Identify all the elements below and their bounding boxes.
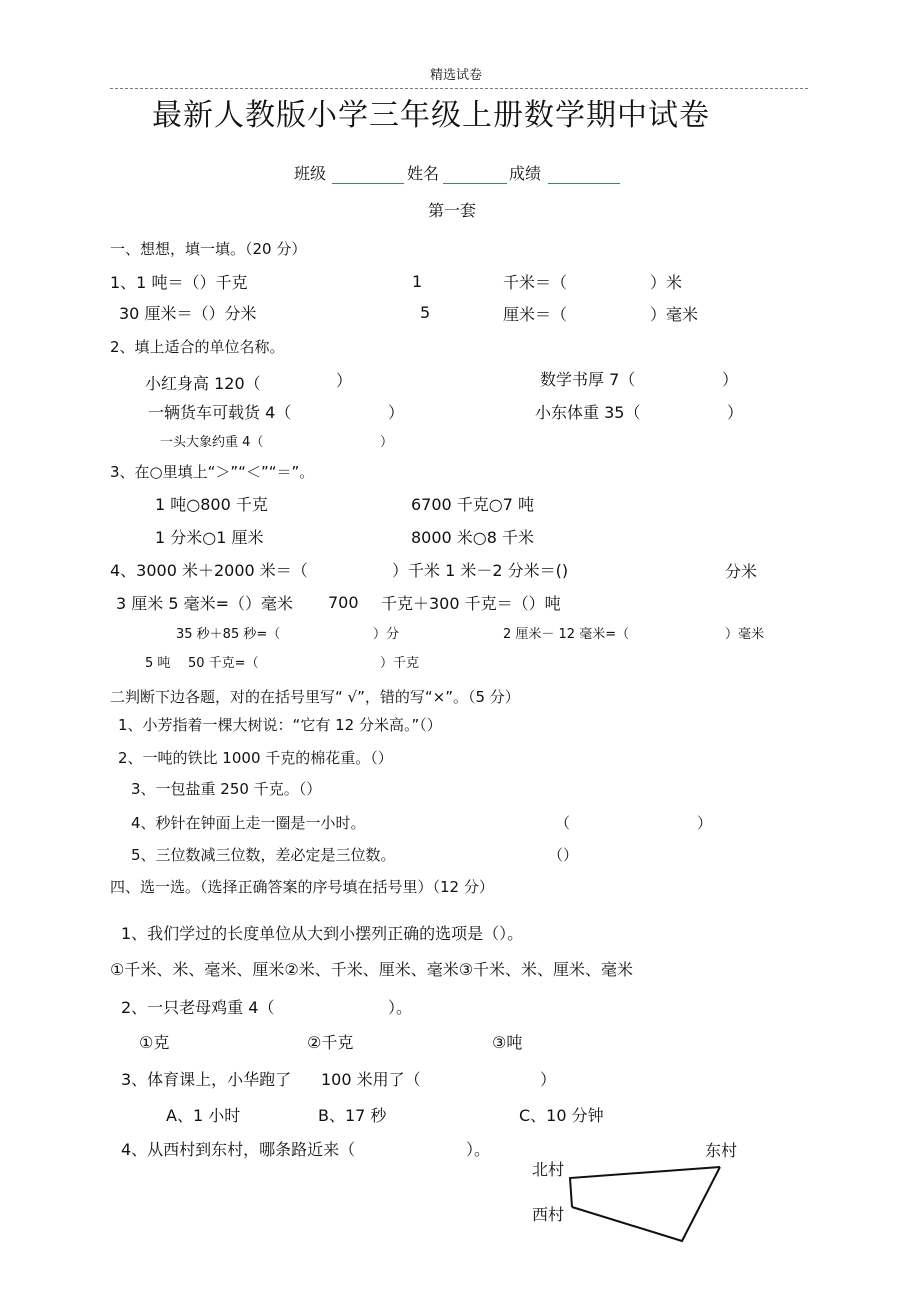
header-rule bbox=[110, 88, 808, 89]
west-village-label: 西村 bbox=[532, 1205, 565, 1224]
q3-a: 1 吨○800 千克 bbox=[155, 495, 268, 514]
choice-q1-prompt: 1、我们学过的长度单位从大到小摆列正确的选项是（）。 bbox=[121, 924, 524, 943]
section4-heading: 四、选一选。（选择正确答案的序号填在括号里）（12 分） bbox=[110, 878, 494, 896]
choice-q3-option-a: A、1 小时 bbox=[166, 1106, 241, 1125]
q2-b-close: ） bbox=[722, 370, 739, 389]
q1-d-num: 5 bbox=[420, 303, 431, 322]
judge-item-5: 5、三位数减三位数，差必定是三位数。 bbox=[131, 846, 396, 864]
q2-e-close: ） bbox=[380, 435, 394, 450]
q2-prompt: 2、填上适合的单位名称。 bbox=[110, 338, 285, 356]
choice-q3-option-c: C、10 分钟 bbox=[519, 1106, 604, 1125]
choice-q2-option-2: ②千克 bbox=[307, 1033, 354, 1052]
judge-item-2: 2、一吨的铁比 1000 千克的棉花重。（） bbox=[118, 749, 393, 767]
q4-e-close: ）毫米 bbox=[725, 627, 765, 642]
q2-d: 小东体重 35（ bbox=[535, 403, 641, 422]
judge-item-5-paren: （） bbox=[548, 846, 579, 864]
class-label: 班级 bbox=[294, 164, 327, 183]
q3-d: 8000 米○8 千米 bbox=[411, 528, 535, 547]
north-village-label: 北村 bbox=[532, 1160, 565, 1179]
direct-route bbox=[572, 1167, 720, 1241]
name-label: 姓名 bbox=[407, 164, 440, 183]
running-header: 精选试卷 bbox=[430, 68, 483, 83]
class-blank[interactable] bbox=[332, 183, 404, 184]
q4-f-close: ）千克 bbox=[380, 656, 420, 671]
choice-q4-prompt: 4、从西村到东村，哪条路近来（ bbox=[121, 1140, 356, 1159]
q4-d-close: ）分 bbox=[373, 627, 400, 642]
judge-item-4: 4、秒针在钟面上走一圈是一小时。 bbox=[131, 814, 366, 832]
q1-a: 1、1 吨＝（）千克 bbox=[110, 273, 248, 292]
q1-b-unit: ）米 bbox=[650, 273, 683, 292]
q4-b: 3 厘米 5 毫米=（）毫米 bbox=[116, 594, 294, 613]
q3-b: 6700 千克○7 吨 bbox=[411, 495, 535, 514]
q4-a-close: ）千米 1 米－2 分米＝() bbox=[392, 561, 569, 580]
q4-a: 4、3000 米＋2000 米＝（ bbox=[110, 561, 308, 580]
choice-q2-prompt: 2、一只老母鸡重 4（ bbox=[121, 998, 275, 1017]
judge-item-3: 3、一包盐重 250 千克。（） bbox=[131, 780, 322, 798]
score-blank[interactable] bbox=[548, 183, 620, 184]
q2-e: 一头大象约重 4（ bbox=[160, 435, 264, 450]
q4-f-b: 50 千克=（ bbox=[188, 656, 259, 671]
q4-a-unit: 分米 bbox=[725, 562, 758, 581]
q1-b-text: 千米＝（ bbox=[503, 273, 568, 292]
judge-item-1: 1、小芳指着一棵大树说：“它有 12 分米高。”（） bbox=[118, 716, 442, 734]
q2-b: 数学书厚 7（ bbox=[540, 370, 636, 389]
section2-heading: 二判断下边各题，对的在括号里写“ √”，错的写“×”。（5 分） bbox=[110, 688, 520, 706]
judge-item-4-close: ） bbox=[697, 814, 713, 832]
choice-q3-prompt: 3、体育课上，小华跑了 bbox=[121, 1070, 292, 1089]
choice-q3-close: ） bbox=[540, 1070, 557, 1089]
q2-c-close: ） bbox=[388, 403, 405, 422]
q4-c-text: 千克＋300 千克＝（）吨 bbox=[381, 594, 561, 613]
route-diagram bbox=[560, 1160, 740, 1250]
section1-heading: 一、想想，填一填。（20 分） bbox=[110, 240, 307, 258]
score-label: 成绩 bbox=[509, 164, 542, 183]
q2-d-close: ） bbox=[727, 403, 744, 422]
q2-c: 一辆货车可载货 4（ bbox=[148, 403, 292, 422]
q1-d-text: 厘米＝（ bbox=[503, 305, 568, 324]
choice-q3-prompt-b: 100 米用了（ bbox=[321, 1070, 421, 1089]
q2-a: 小红身高 120（ bbox=[145, 374, 261, 393]
north-route bbox=[570, 1167, 720, 1207]
q4-c-num: 700 bbox=[328, 593, 359, 612]
choice-q2-option-3: ③吨 bbox=[492, 1033, 523, 1052]
q1-d-unit: ）毫米 bbox=[650, 305, 699, 324]
q3-prompt: 3、在○里填上“＞”“＜”“＝”。 bbox=[110, 463, 315, 481]
choice-q3-option-b: B、17 秒 bbox=[318, 1106, 387, 1125]
set-label: 第一套 bbox=[428, 201, 477, 220]
choice-q2-option-1: ①克 bbox=[139, 1033, 170, 1052]
q4-d: 35 秒＋85 秒=（ bbox=[176, 627, 281, 642]
q4-f-a: 5 吨 bbox=[145, 656, 171, 671]
name-blank[interactable] bbox=[443, 183, 507, 184]
east-village-label: 东村 bbox=[705, 1141, 738, 1160]
q1-b-num: 1 bbox=[412, 272, 423, 291]
choice-q2-close: ）。 bbox=[388, 998, 413, 1017]
choice-q1-options: ①千米、米、毫米、厘米②米、千米、厘米、毫米③千米、米、厘米、毫米 bbox=[110, 960, 634, 979]
choice-q4-close: ）。 bbox=[466, 1140, 491, 1159]
q1-c: 30 厘米＝（）分米 bbox=[119, 304, 257, 323]
q3-c: 1 分米○1 厘米 bbox=[155, 528, 264, 547]
q4-e: 2 厘米－ 12 毫米=（ bbox=[503, 627, 630, 642]
q2-a-close: ） bbox=[336, 371, 353, 390]
judge-item-4-open: （ bbox=[555, 814, 571, 832]
page-title: 最新人教版小学三年级上册数学期中试卷 bbox=[152, 98, 710, 133]
